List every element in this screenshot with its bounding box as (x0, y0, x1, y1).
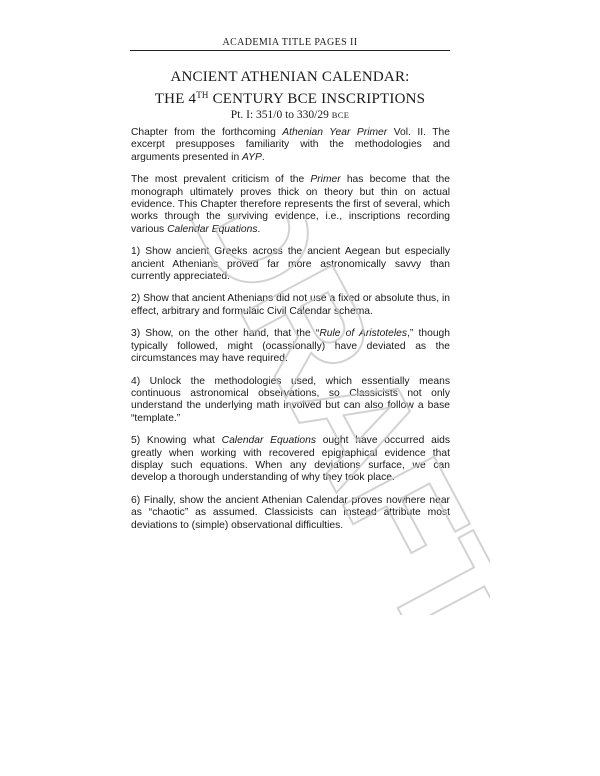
italic-term: Calendar Equations (167, 223, 258, 235)
text-run: ought have occurred aids greatly when working with recovered epigraphical evidence that display such equations. When any deviations surface, we can develop a thorough understanding of why they took place. (131, 435, 450, 484)
header-rule (130, 50, 450, 51)
subtitle-text: Pt. I: 351/0 to 330/29 (230, 109, 332, 121)
text-run: 3) Show, on the other hand, that the “ (131, 328, 320, 340)
italic-term: Calendar Equations (221, 435, 316, 447)
text-run: Vol. II. The excerpt presupposes familiarity with the methodologies and arguments presented in (131, 127, 450, 163)
title-block (130, 68, 450, 123)
text-run: . (257, 223, 261, 235)
running-head: ACADEMIA TITLE PAGES II (222, 37, 358, 48)
goal-5-paragraph (131, 435, 450, 485)
text-run: . (261, 151, 265, 163)
goal-1-paragraph: 1) Show ancient Greeks across the ancient Aegean but especially ancient Athenians proved far more astronomically savvy than currently appreciated. (131, 246, 450, 283)
italic-title: Athenian Year Primer (282, 127, 388, 138)
goal-4-paragraph: 4) Unlock the methodologies used, which essentially means continuous astronomical observations, so Classicists not only understand the underlying math involved but can also follow a base “template.” (131, 375, 450, 424)
text-run: 5) Knowing what (131, 435, 222, 447)
title-line-1: ANCIENT ATHENIAN CALENDAR: (170, 69, 410, 85)
title-line-2-suffix: CENTURY BCE INSCRIPTIONS (208, 91, 426, 107)
text-run: The most prevalent criticism of the (131, 174, 311, 186)
italic-title: Primer (310, 174, 341, 186)
title-line-2-superscript: TH (196, 90, 209, 100)
title-line-2-prefix: THE 4 (154, 91, 197, 107)
intro-paragraph (131, 127, 450, 164)
text-run: ,” though typically followed, might (ocassionally) have deviated as the circumstances may have required. (131, 328, 450, 365)
italic-abbrev: AYP (242, 151, 262, 163)
criticism-paragraph (131, 174, 450, 236)
text-run: has become that the monograph ultimately proves thick on theory but thin on actual evidence. This Chapter therefore represents the first of several, which works through the surviving evidence, i.e., inscriptions recording various (131, 174, 450, 235)
goal-3-paragraph (131, 328, 450, 365)
subtitle-era: BCE (331, 110, 350, 120)
draft-watermark-text: DRAFT (190, 215, 490, 615)
goal-2-paragraph: 2) Show that ancient Athenians did not use a fixed or absolute thus, in effect, arbitrary and formulaic Civil Calendar schema. (131, 293, 450, 317)
text-run: Chapter from the forthcoming (131, 127, 283, 138)
italic-term: Rule of Aristoteles (319, 328, 408, 340)
goal-6-paragraph: 6) Finally, show the ancient Athenian Calendar proves nowhere near as “chaotic” as assumed. Classicists can instead attribute most deviations to (simple) observational difficulties. (131, 494, 450, 531)
title-line-2 (130, 86, 450, 108)
subtitle (130, 108, 450, 123)
body-text (131, 127, 450, 542)
